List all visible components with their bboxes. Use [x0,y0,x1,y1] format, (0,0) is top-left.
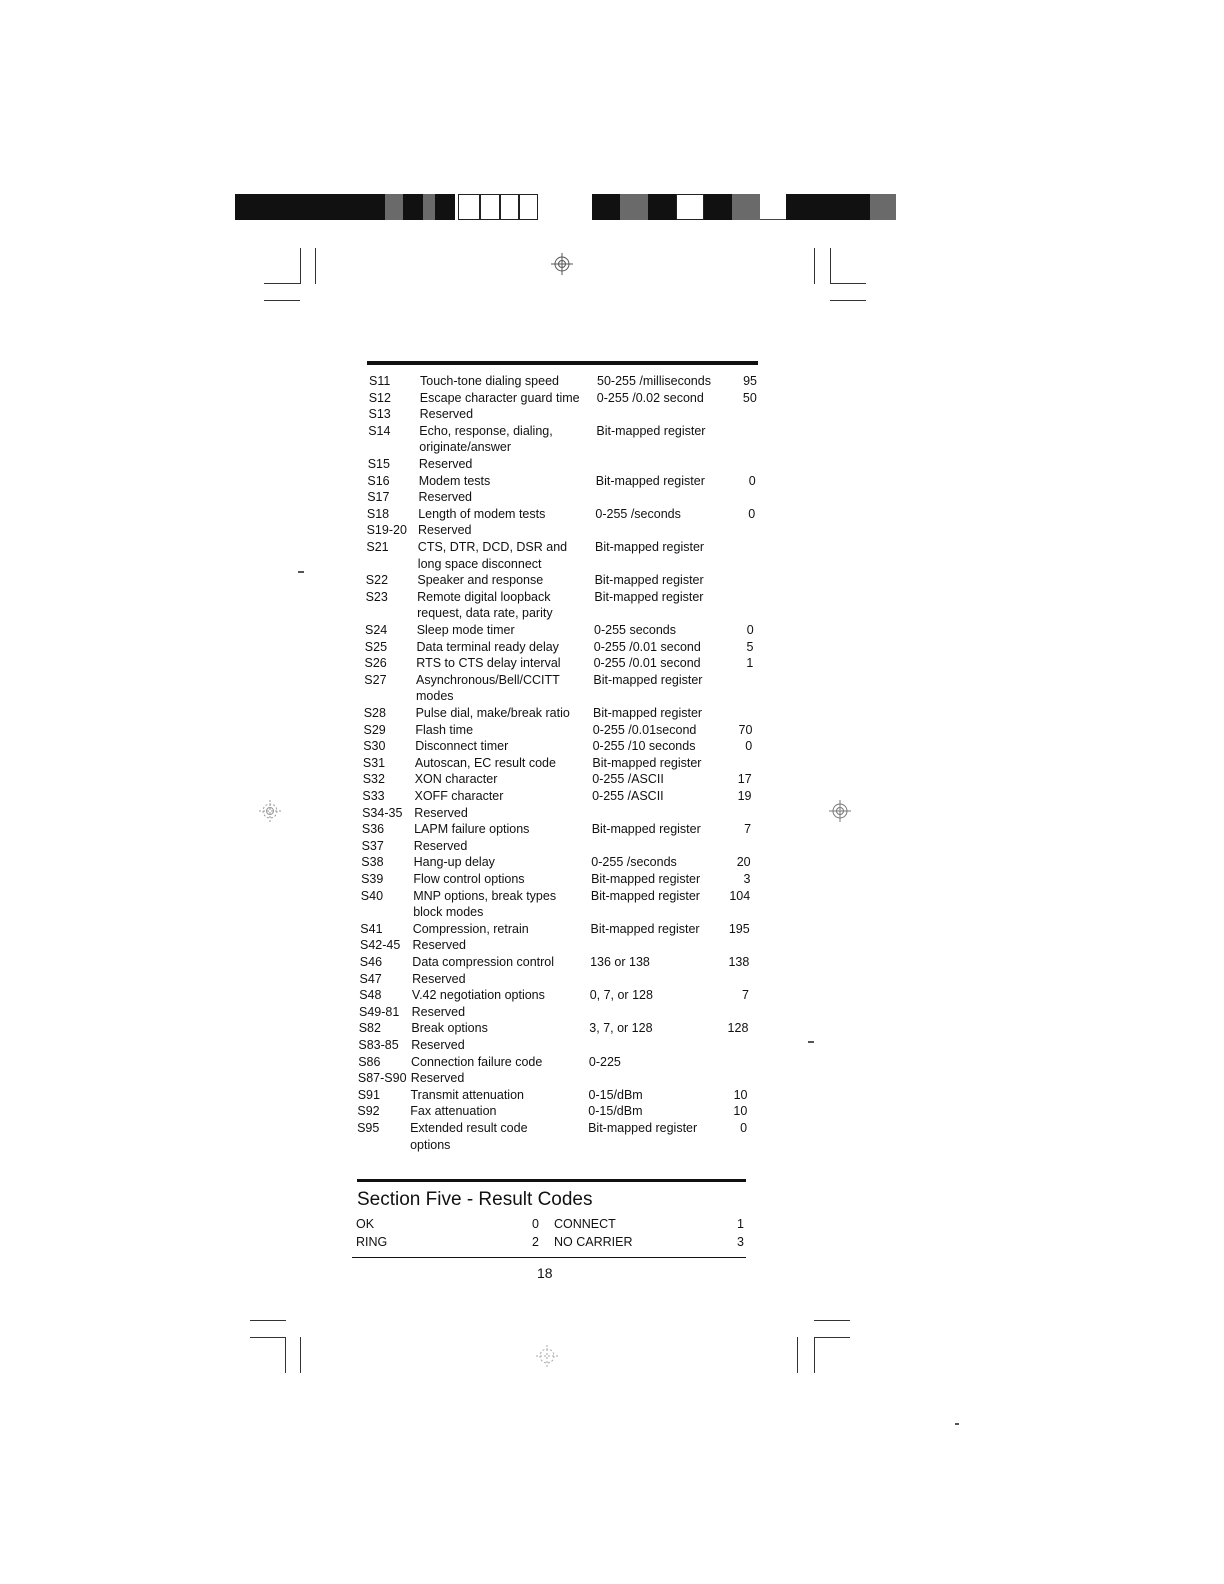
table-row [0,705,1224,722]
table-row [0,1103,1224,1120]
register-id: S25 [364,639,388,654]
register-description: Reserved [412,938,466,953]
table-row [0,755,1224,772]
register-range: 0-255 /0.02 second [596,390,704,405]
table-row [0,373,1224,390]
register-range: Bit-mapped register [595,540,705,554]
register-range: Bit-mapped register [594,573,704,588]
result-code-number: 3 [737,1235,744,1249]
registration-target-bottom-icon [536,1345,558,1367]
register-id: S30 [363,739,386,754]
table-row [0,1020,1224,1037]
register-default: 95 [743,374,757,388]
register-default: 0 [745,739,753,754]
register-description: Reserved [414,805,468,820]
register-id: S83-85 [358,1038,399,1052]
register-description: RTS to CTS delay interval [416,656,561,671]
register-description: Flow control options [413,872,525,886]
register-id: S13 [368,407,391,422]
table-row [0,722,1224,739]
register-id: S19-20 [366,523,407,538]
register-id: S26 [364,656,387,671]
register-id: S22 [365,573,389,588]
register-description: Touch-tone dialing speed [420,374,559,388]
register-description: Data compression control [412,955,555,969]
register-description: XON character [414,772,498,787]
result-code-number: 1 [737,1217,744,1231]
register-description: options [410,1137,451,1152]
page-number: 18 [537,1265,553,1281]
table-row [0,589,1224,622]
register-range: 0-255 /seconds [595,506,681,521]
section-rule [357,1179,746,1182]
register-default: 104 [729,888,751,903]
table-row [0,390,1224,407]
register-range: 0, 7, or 128 [589,988,653,1003]
register-range: Bit-mapped register [590,921,700,936]
result-code-label: OK [356,1217,375,1231]
register-range: Bit-mapped register [594,589,704,604]
register-description: Remote digital loopback [417,589,551,604]
register-description: Break options [411,1021,488,1036]
register-description: Pulse dial, make/break ratio [415,706,570,720]
register-description: Length of modem tests [418,506,546,521]
register-description: Reserved [419,407,474,422]
register-id: S11 [369,374,391,388]
table-row [0,406,1224,423]
register-description: XOFF character [414,789,504,803]
register-id: S49-81 [359,1004,400,1019]
register-description: Echo, response, dialing, [419,423,553,438]
register-id: S21 [366,540,389,554]
table-row [0,506,1224,523]
table-row [0,771,1224,788]
register-range: 0-255 /10 seconds [592,739,696,754]
register-range: 0-255 /0.01second [592,722,697,737]
table-row [0,1087,1224,1104]
register-id: S42-45 [360,938,401,953]
register-id: S16 [367,473,390,488]
register-default: 7 [741,988,749,1003]
table-row [0,1037,1224,1054]
register-range: 0-15/dBm [588,1087,643,1102]
table-row [0,937,1224,954]
register-range: Bit-mapped register [592,755,702,770]
register-description: Flash time [415,722,474,737]
register-default: 20 [736,855,751,870]
register-id: S14 [368,423,391,438]
register-id: S28 [363,706,386,720]
register-default: 10 [733,1104,748,1119]
section-title: Section Five - Result Codes [357,1189,593,1210]
register-range: Bit-mapped register [591,872,701,886]
register-description: V.42 negotiation options [411,988,545,1003]
register-id: S29 [363,722,386,737]
register-description: Reserved [412,971,466,986]
register-description: Asynchronous/Bell/CCITT [416,672,560,687]
table-row [0,539,1224,572]
register-id: S24 [365,623,388,637]
register-id: S27 [364,672,387,687]
register-range: 0-255 seconds [594,623,677,637]
register-id: S48 [359,988,382,1003]
register-id: S32 [362,772,385,787]
registration-target-top-icon [551,253,573,275]
register-description: CTS, DTR, DCD, DSR and [417,540,568,554]
result-code-label: RING [356,1235,388,1249]
table-row [0,672,1224,705]
table-row [0,805,1224,822]
register-description: Modem tests [418,473,491,488]
table-row [0,522,1224,539]
register-description: Fax attenuation [410,1104,497,1119]
register-range: 0-255 /ASCII [592,789,664,803]
register-id: S46 [359,955,383,969]
result-code-row [0,1217,1224,1233]
result-code-number: 2 [532,1235,539,1249]
register-range: Bit-mapped register [588,1121,698,1135]
register-default: 17 [737,772,752,787]
register-range: Bit-mapped register [591,822,701,837]
register-id: S33 [362,789,385,803]
register-range: 136 or 138 [590,955,650,969]
register-range: Bit-mapped register [593,706,703,720]
register-default: 7 [744,822,752,837]
register-range: Bit-mapped register [595,473,705,488]
register-range: 0-15/dBm [588,1104,643,1119]
register-range: 3, 7, or 128 [589,1021,653,1036]
table-row [0,1054,1224,1071]
register-id: S37 [361,838,384,853]
table-row [0,921,1224,938]
register-default: 0 [748,506,756,521]
register-range: Bit-mapped register [590,888,700,903]
register-description: Escape character guard time [419,390,580,405]
register-description: MNP options, break types [413,888,557,903]
register-description: Connection failure code [411,1054,543,1069]
register-range: 0-255 /0.01 second [593,656,701,671]
table-row [0,655,1224,672]
register-default: 0 [740,1121,748,1135]
register-description: Data terminal ready delay [416,639,559,654]
result-code-label: CONNECT [554,1217,616,1231]
register-default: 5 [746,639,754,654]
register-default: 138 [728,955,750,969]
register-id: S18 [366,506,390,521]
register-range: 0-255 /ASCII [592,772,664,787]
register-id: S95 [357,1121,380,1135]
register-id: S92 [357,1104,380,1119]
register-id: S91 [357,1087,380,1102]
register-description: Reserved [418,490,472,505]
register-description: Hang-up delay [413,855,495,870]
register-description: Reserved [418,523,472,538]
register-description: Transmit attenuation [410,1087,524,1102]
table-row [0,738,1224,755]
table-row [0,954,1224,971]
register-description: block modes [413,905,484,920]
register-id: S47 [359,971,382,986]
register-default: 0 [746,623,754,637]
table-top-rule [367,361,758,365]
table-row [0,871,1224,888]
register-description: Reserved [410,1071,465,1086]
register-id: S15 [367,457,390,471]
table-row [0,888,1224,921]
result-code-row [0,1235,1224,1251]
table-row [0,423,1224,456]
register-id: S41 [360,921,383,936]
register-default: 0 [748,473,756,488]
table-row [0,1070,1224,1087]
register-id: S31 [362,755,386,770]
bottom-rule [352,1257,746,1258]
register-range: Bit-mapped register [596,423,706,438]
register-id: S87-S90 [357,1071,407,1086]
register-default: 50 [742,390,757,405]
register-default: 1 [746,656,754,671]
table-row [0,456,1224,473]
register-description: Reserved [411,1004,466,1019]
register-id: S40 [360,888,384,903]
register-range: 0-255 /seconds [591,855,677,870]
register-range: 0-255 /0.01 second [593,639,701,654]
table-row [0,1120,1224,1153]
table-row [0,788,1224,805]
register-id: S12 [368,390,391,405]
register-description: Disconnect timer [415,739,509,754]
register-default: 3 [743,872,751,886]
table-row [0,639,1224,656]
table-row [0,854,1224,871]
register-id: S36 [361,822,385,837]
register-default: 19 [737,789,752,803]
register-description: Extended result code [410,1121,528,1135]
register-description: LAPM failure options [414,822,530,837]
register-id: S34-35 [362,805,403,820]
table-row [0,473,1224,490]
table-row [0,821,1224,838]
register-default: 70 [738,722,753,737]
register-range: 50-255 /milliseconds [597,374,711,388]
table-row [0,622,1224,639]
register-default: 10 [733,1087,748,1102]
table-row [0,838,1224,855]
table-row [0,971,1224,988]
register-description: long space disconnect [417,556,542,571]
result-code-label: NO CARRIER [554,1235,633,1249]
register-id: S82 [358,1021,381,1036]
table-row [0,1004,1224,1021]
table-row [0,572,1224,589]
register-range: Bit-mapped register [593,672,703,687]
register-range: 0-225 [588,1054,621,1069]
register-default: 128 [727,1021,749,1036]
register-description: Compression, retrain [412,921,529,936]
register-description: Reserved [413,838,468,853]
register-id: S23 [365,589,388,604]
result-code-number: 0 [532,1217,539,1231]
register-id: S38 [361,855,384,870]
register-id: S17 [367,490,390,505]
table-row [0,489,1224,506]
register-description: Speaker and response [417,573,544,588]
register-default: 195 [728,921,750,936]
register-description: Reserved [418,457,473,471]
register-description: Autoscan, EC result code [414,755,556,770]
register-description: modes [416,689,454,704]
table-row [0,987,1224,1004]
register-description: Sleep mode timer [416,623,515,637]
register-description: originate/answer [419,440,512,455]
register-id: S39 [361,872,384,886]
register-id: S86 [358,1054,381,1069]
register-description: Reserved [411,1038,465,1052]
register-description: request, data rate, parity [417,606,553,621]
